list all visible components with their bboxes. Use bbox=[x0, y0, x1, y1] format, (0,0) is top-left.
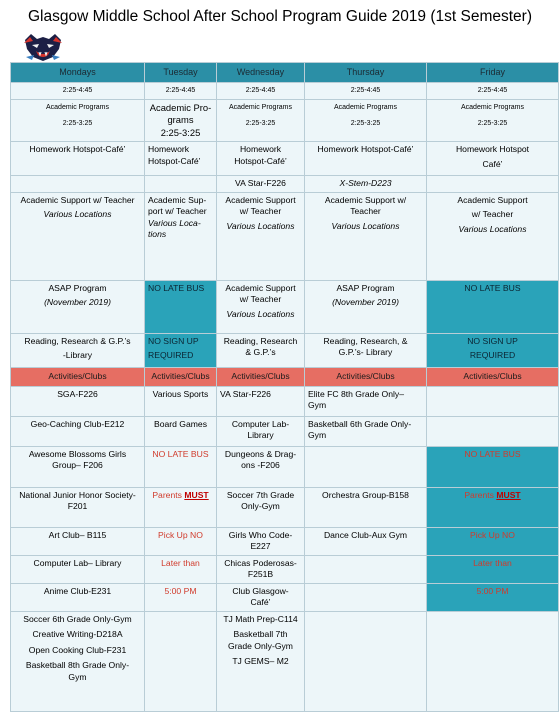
club-r3-wed-l1: Dungeons & Drag- bbox=[224, 448, 297, 459]
support-tue bbox=[145, 192, 217, 280]
reading-row bbox=[11, 333, 559, 367]
page-title: Glasgow Middle School After School Program Guide 2019 (1st Semester) bbox=[28, 8, 532, 25]
academic-thu bbox=[305, 99, 427, 142]
club-r2-wed bbox=[217, 416, 305, 446]
club-r1-tue: Various Sports bbox=[145, 386, 217, 416]
reading-tue bbox=[145, 333, 217, 367]
club-r4-thu: Orchestra Group-B158 bbox=[305, 487, 427, 527]
academic-thu-l1: Academic Programs bbox=[333, 103, 398, 111]
academic-mon-l2: 2:25-3:25 bbox=[62, 120, 93, 127]
clubs-header-wed: Activities/Clubs bbox=[217, 367, 305, 386]
support-fri-l3: Various Locations bbox=[458, 223, 527, 234]
support-mon-l1: Academic Support w/ Teacher bbox=[20, 194, 135, 205]
club-r6-wed bbox=[217, 555, 305, 583]
club-r2-thu-l1: Basketball 6th Grade Only- bbox=[308, 418, 412, 429]
support-fri bbox=[427, 192, 559, 280]
support-fri-l2: w/ Teacher bbox=[471, 209, 514, 219]
clubs-header-fri: Activities/Clubs bbox=[427, 367, 559, 386]
support-tue-l2: port w/ Teacher bbox=[148, 206, 207, 216]
academic-fri-l1: Academic Programs bbox=[460, 103, 525, 111]
time-mon: 2:25-4:45 bbox=[11, 83, 145, 100]
support-fri-l1: Academic Support bbox=[457, 194, 528, 205]
club-r8-mon-l4: Basketball 8th Grade Only- bbox=[25, 660, 130, 670]
club-r1-wed: VA Star-F226 bbox=[217, 386, 305, 416]
club-r7-fri: 5:00 PM bbox=[427, 583, 559, 611]
club-r4-tue-a: Parents bbox=[152, 489, 185, 500]
homework-row bbox=[11, 142, 559, 176]
club-r7-wed-l2: Café’ bbox=[250, 597, 271, 607]
club-r8-wed-l4: TJ GEMS– M2 bbox=[232, 656, 289, 666]
star-fri bbox=[427, 176, 559, 193]
support-tue-l1: Academic Sup- bbox=[148, 194, 207, 205]
club-r1-thu bbox=[305, 386, 427, 416]
academic-fri-l2: 2:25-3:25 bbox=[477, 120, 508, 127]
club-r5-fri: Pick Up NO bbox=[427, 527, 559, 555]
reading-mon-l2: -Library bbox=[62, 350, 93, 360]
club-r5-wed bbox=[217, 527, 305, 555]
club-r4-mon-l1: National Junior Honor Society- bbox=[19, 489, 136, 500]
academic-row bbox=[11, 99, 559, 142]
club-r5-tue: Pick Up NO bbox=[145, 527, 217, 555]
club-r8-wed-l1: TJ Math Prep-C114 bbox=[223, 613, 298, 624]
clubs-header-thu: Activities/Clubs bbox=[305, 367, 427, 386]
clubs-header-row bbox=[11, 367, 559, 386]
reading-tue-l2: REQUIRED bbox=[148, 350, 194, 360]
club-row-3 bbox=[11, 446, 559, 487]
reading-wed bbox=[217, 333, 305, 367]
reading-thu bbox=[305, 333, 427, 367]
day-header-wed: Wednesday bbox=[217, 63, 305, 83]
star-tue bbox=[145, 176, 217, 193]
club-r7-wed-l1: Club Glasgow- bbox=[232, 585, 289, 596]
day-header-fri: Friday bbox=[427, 63, 559, 83]
day-header-row bbox=[11, 63, 559, 83]
asap-mon bbox=[11, 280, 145, 333]
homework-tue bbox=[145, 142, 217, 176]
star-mon bbox=[11, 176, 145, 193]
homework-fri-l2: Café’ bbox=[482, 158, 503, 169]
academic-mon bbox=[11, 99, 145, 142]
club-r6-thu bbox=[305, 555, 427, 583]
support-thu-l3: Various Locations bbox=[331, 220, 400, 231]
club-r2-thu bbox=[305, 416, 427, 446]
support-wed-l3: Various Locations bbox=[226, 220, 295, 231]
club-r7-mon: Anime Club-E231 bbox=[11, 583, 145, 611]
reading-mon-l1: Reading, Research & G.P.’s bbox=[24, 335, 131, 346]
reading-wed-l1: Reading, Research bbox=[223, 335, 298, 346]
club-r4-mon-l2: F201 bbox=[67, 501, 88, 511]
support-tue-l3: Various Loca- bbox=[148, 217, 201, 228]
club-r5-thu: Dance Club-Aux Gym bbox=[305, 527, 427, 555]
asap-thu bbox=[305, 280, 427, 333]
asap-mon-l1: ASAP Program bbox=[48, 282, 107, 293]
support-mon bbox=[11, 192, 145, 280]
reading-thu-l2: G.P.’s- Library bbox=[338, 347, 393, 357]
academic-wed-l2: 2:25-3:25 bbox=[245, 120, 276, 127]
homework-tue-l1: Homework bbox=[148, 144, 190, 154]
club-r8-wed-l2: Basketball 7th bbox=[233, 629, 288, 639]
club-r3-tue: NO LATE BUS bbox=[145, 446, 217, 487]
star-thu: X-Stem-D223 bbox=[305, 176, 427, 193]
club-r8-wed-l3: Grade Only-Gym bbox=[228, 640, 293, 651]
reading-fri bbox=[427, 333, 559, 367]
day-header-mon: Mondays bbox=[11, 63, 145, 83]
club-r6-fri: Later than bbox=[427, 555, 559, 583]
club-r3-mon-l2: Group– F206 bbox=[52, 460, 103, 470]
program-table bbox=[10, 62, 559, 712]
clubs-header-mon: Activities/Clubs bbox=[11, 367, 145, 386]
day-header-thu: Thursday bbox=[305, 63, 427, 83]
club-r3-mon bbox=[11, 446, 145, 487]
club-r3-wed bbox=[217, 446, 305, 487]
star-row bbox=[11, 176, 559, 193]
club-r3-thu bbox=[305, 446, 427, 487]
academic-mon-l1: Academic Programs bbox=[45, 103, 110, 111]
club-r5-wed-l1: Girls Who Code- bbox=[228, 529, 293, 540]
club-r1-mon: SGA-F226 bbox=[11, 386, 145, 416]
club-r2-tue: Board Games bbox=[145, 416, 217, 446]
club-r8-tue bbox=[145, 611, 217, 711]
club-r2-fri bbox=[427, 416, 559, 446]
academic-tue-l3: 2:25-3:25 bbox=[160, 126, 201, 138]
club-r4-fri-a: Parents bbox=[464, 489, 497, 500]
club-r7-tue: 5:00 PM bbox=[145, 583, 217, 611]
asap-row bbox=[11, 280, 559, 333]
club-row-2 bbox=[11, 416, 559, 446]
reading-mon bbox=[11, 333, 145, 367]
club-r3-fri: NO LATE BUS bbox=[427, 446, 559, 487]
club-r5-mon: Art Club– B115 bbox=[11, 527, 145, 555]
asap-mon-l2: (November 2019) bbox=[44, 297, 111, 307]
club-r8-mon-l3: Open Cooking Club-F231 bbox=[28, 644, 127, 655]
club-r2-mon: Geo-Caching Club-E212 bbox=[11, 416, 145, 446]
club-r4-wed bbox=[217, 487, 305, 527]
asap-thu-l1: ASAP Program bbox=[336, 282, 395, 293]
asap-fri: NO LATE BUS bbox=[427, 280, 559, 333]
support-thu-l2: Teacher bbox=[350, 206, 381, 216]
support-row bbox=[11, 192, 559, 280]
club-r4-mon bbox=[11, 487, 145, 527]
clubs-header-tue: Activities/Clubs bbox=[145, 367, 217, 386]
reading-thu-l1: Reading, Research, & bbox=[323, 335, 408, 346]
asap-thu-l2: (November 2019) bbox=[332, 297, 399, 307]
asap-tue: NO LATE BUS bbox=[145, 280, 217, 333]
club-r4-fri-must: MUST bbox=[496, 489, 521, 500]
star-wed: VA Star-F226 bbox=[217, 176, 305, 193]
day-header-tue: Tuesday bbox=[145, 63, 217, 83]
academic-wed-l1: Academic Programs bbox=[228, 103, 293, 111]
club-r7-thu bbox=[305, 583, 427, 611]
club-row-1 bbox=[11, 386, 559, 416]
club-r5-wed-l2: E227 bbox=[250, 541, 271, 551]
club-row-4 bbox=[11, 487, 559, 527]
asap-wed-l2: w/ Teacher bbox=[239, 294, 282, 304]
club-r2-wed-l2: Library bbox=[247, 430, 274, 440]
academic-tue-l1: Academic Pro- bbox=[149, 101, 212, 113]
time-tue: 2:25-4:45 bbox=[145, 83, 217, 100]
club-r8-wed bbox=[217, 611, 305, 711]
club-r4-wed-l2: Only-Gym bbox=[241, 501, 280, 511]
club-r3-mon-l1: Awesome Blossoms Girls bbox=[28, 448, 127, 459]
reading-wed-l2: & G.P.’s bbox=[245, 347, 276, 357]
club-r8-thu bbox=[305, 611, 427, 711]
club-r1-thu-l1: Elite FC 8th Grade Only– bbox=[308, 388, 405, 399]
homework-thu: Homework Hotspot-Café’ bbox=[305, 142, 427, 176]
panther-logo-icon bbox=[22, 31, 64, 63]
club-row-5 bbox=[11, 527, 559, 555]
reading-fri-l2: REQUIRED bbox=[469, 350, 516, 360]
club-r4-wed-l1: Soccer 7th Grade bbox=[226, 489, 295, 500]
club-r4-fri bbox=[427, 487, 559, 527]
support-tue-l4: tions bbox=[148, 229, 167, 239]
homework-fri-l1: Homework Hotspot bbox=[455, 144, 530, 154]
support-wed-l2: w/ Teacher bbox=[239, 206, 282, 216]
homework-wed-l2: Hotspot-Café’ bbox=[234, 155, 287, 166]
academic-fri bbox=[427, 99, 559, 142]
academic-tue bbox=[145, 99, 217, 142]
club-r3-wed-l2: ons -F206 bbox=[241, 460, 280, 470]
club-r6-wed-l2: F251B bbox=[247, 569, 274, 579]
time-fri: 2:25-4:45 bbox=[427, 83, 559, 100]
asap-wed bbox=[217, 280, 305, 333]
support-wed bbox=[217, 192, 305, 280]
time-row bbox=[11, 83, 559, 100]
support-mon-l2: Various Locations bbox=[43, 209, 112, 219]
club-r8-mon-l2: Creative Writing-D218A bbox=[32, 629, 123, 639]
club-r2-thu-l2: Gym bbox=[308, 430, 327, 440]
club-row-6 bbox=[11, 555, 559, 583]
club-r8-fri bbox=[427, 611, 559, 711]
support-wed-l1: Academic Support bbox=[225, 194, 296, 205]
support-thu bbox=[305, 192, 427, 280]
club-r6-tue: Later than bbox=[145, 555, 217, 583]
asap-wed-l3: Various Locations bbox=[226, 308, 295, 319]
asap-wed-l1: Academic Support bbox=[225, 282, 296, 293]
club-r6-wed-l1: Chicas Poderosas- bbox=[224, 557, 297, 568]
academic-thu-l2: 2:25-3:25 bbox=[350, 120, 381, 127]
club-r1-thu-l2: Gym bbox=[308, 400, 327, 410]
club-r8-mon-l1: Soccer 6th Grade Only-Gym bbox=[23, 613, 132, 624]
homework-fri bbox=[427, 142, 559, 176]
reading-fri-l1: NO SIGN UP bbox=[467, 335, 518, 346]
club-r8-mon bbox=[11, 611, 145, 711]
club-r2-wed-l1: Computer Lab- bbox=[231, 418, 290, 429]
homework-wed bbox=[217, 142, 305, 176]
club-row-8 bbox=[11, 611, 559, 711]
time-wed: 2:25-4:45 bbox=[217, 83, 305, 100]
academic-wed bbox=[217, 99, 305, 142]
club-r1-fri bbox=[427, 386, 559, 416]
homework-wed-l1: Homework bbox=[239, 144, 282, 154]
support-thu-l1: Academic Support w/ bbox=[324, 194, 407, 205]
club-r7-wed bbox=[217, 583, 305, 611]
homework-mon: Homework Hotspot-Café’ bbox=[11, 142, 145, 176]
academic-tue-l2: grams bbox=[167, 114, 194, 125]
reading-tue-l1: NO SIGN UP bbox=[148, 335, 199, 346]
club-row-7 bbox=[11, 583, 559, 611]
club-r8-mon-l5: Gym bbox=[68, 671, 87, 682]
time-thu: 2:25-4:45 bbox=[305, 83, 427, 100]
club-r4-tue-must: MUST bbox=[184, 489, 209, 500]
club-r6-mon: Computer Lab– Library bbox=[11, 555, 145, 583]
club-r4-tue bbox=[145, 487, 217, 527]
homework-tue-l2: Hotspot-Café’ bbox=[148, 155, 201, 166]
